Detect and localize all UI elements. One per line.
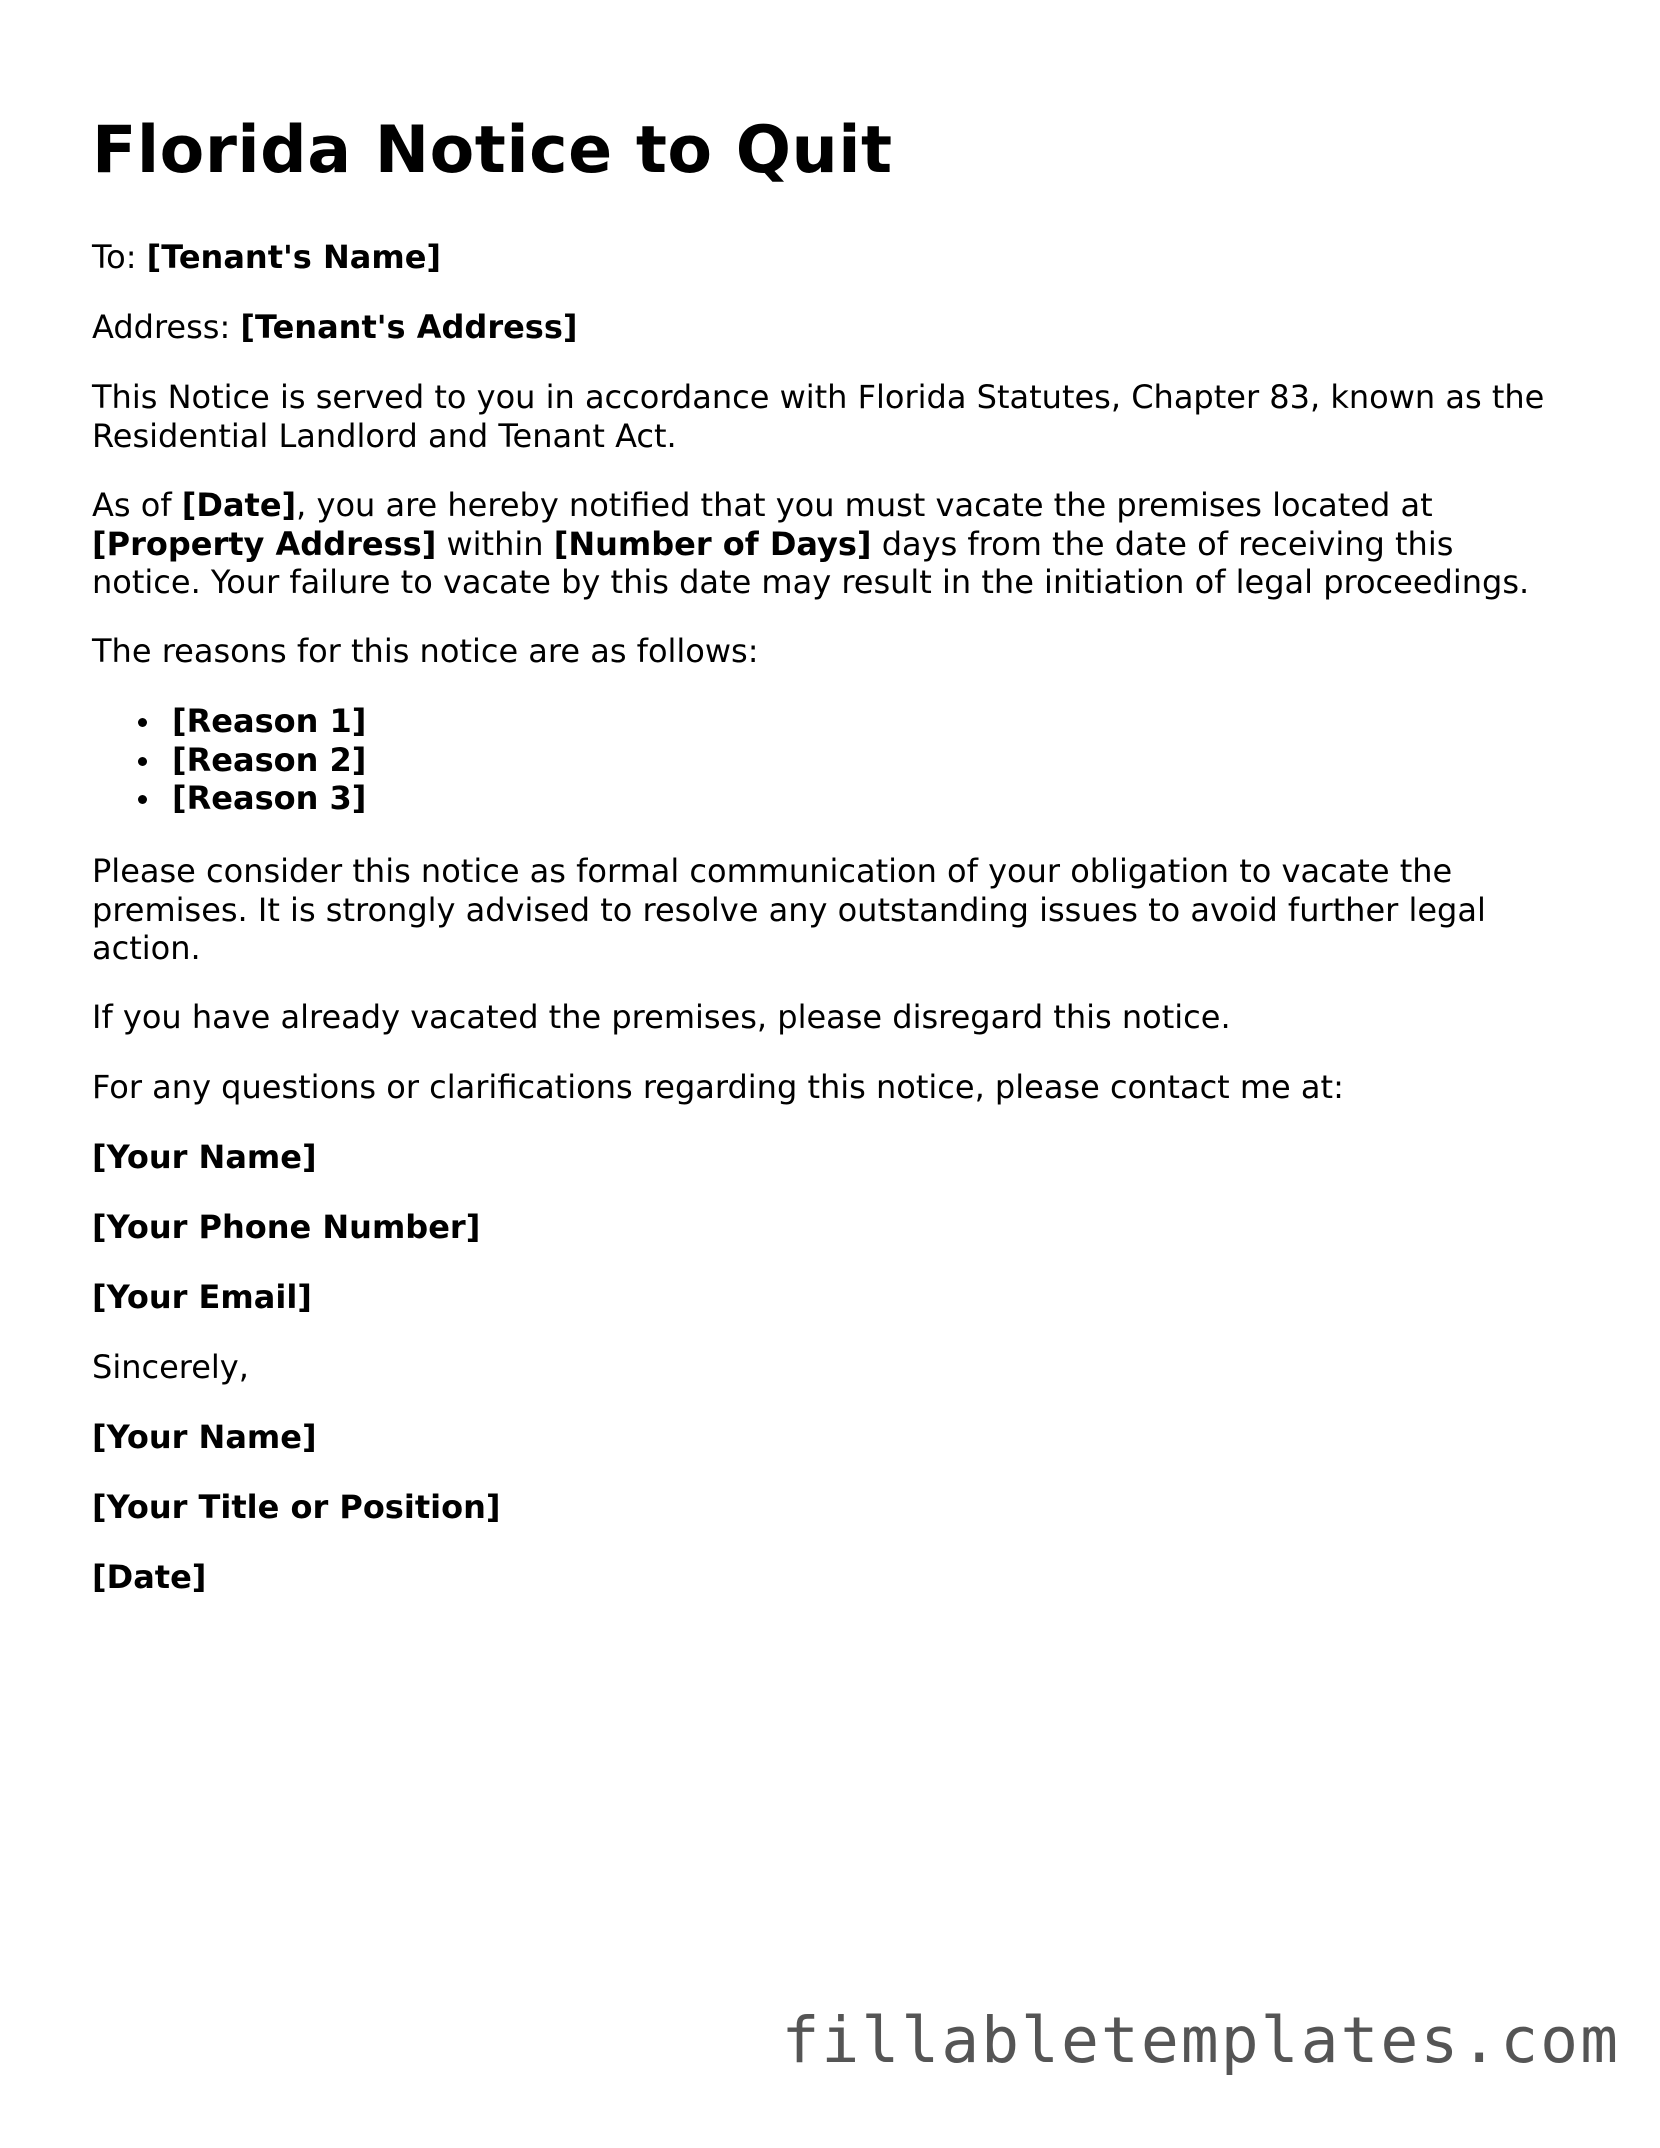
contact-name-line bbox=[92, 1138, 1572, 1177]
disregard-paragraph: If you have already vacated the premises, please disregard this notice. bbox=[92, 998, 1231, 1036]
contact-email-field: [Your Email] bbox=[92, 1278, 312, 1316]
number-of-days-field: [Number of Days] bbox=[553, 524, 872, 563]
contact-phone-line bbox=[92, 1208, 1572, 1247]
formal-communication-paragraph: Please consider this notice as formal communication of your obligation to vacate the premises. It is strongly advised to resolve any outstanding issues to avoid further legal action. bbox=[92, 852, 1486, 967]
tenant-name-field: [Tenant's Name] bbox=[146, 238, 442, 276]
contact-name-field: [Your Name] bbox=[92, 1138, 317, 1176]
address-label: Address: bbox=[92, 308, 241, 346]
to-label: To: bbox=[92, 238, 147, 276]
signature-date-line bbox=[92, 1558, 1572, 1597]
notice-date-field: [Date] bbox=[181, 486, 297, 524]
property-address-field: [Property Address] bbox=[92, 524, 437, 563]
notice-paragraph bbox=[92, 486, 1572, 602]
to-line bbox=[92, 238, 1572, 277]
document-title: Florida Notice to Quit bbox=[92, 113, 893, 188]
contact-phone-field: [Your Phone Number] bbox=[92, 1208, 481, 1246]
reason-item: [Reason 2] bbox=[92, 741, 366, 780]
contact-intro: For any questions or clarifications regarding this notice, please contact me at: bbox=[92, 1068, 1344, 1106]
contact-email-line bbox=[92, 1278, 1572, 1317]
signature-name-line bbox=[92, 1418, 1572, 1457]
notice-text-3: within bbox=[436, 524, 554, 563]
address-line bbox=[92, 308, 1572, 347]
signature-name-field: [Your Name] bbox=[92, 1418, 317, 1456]
closing-text: Sincerely, bbox=[92, 1348, 249, 1386]
tenant-address-field: [Tenant's Address] bbox=[240, 308, 578, 346]
notice-text-2: , you are hereby notified that you must vacate the premises located at bbox=[296, 486, 1433, 524]
reason-item: [Reason 3] bbox=[92, 779, 366, 818]
reasons-intro: The reasons for this notice are as follows: bbox=[92, 632, 759, 670]
statute-paragraph: This Notice is served to you in accordance with Florida Statutes, Chapter 83, known as the Residential Landlord and Tenant Act. bbox=[92, 378, 1545, 455]
reasons-list bbox=[92, 702, 366, 818]
signature-title-field: [Your Title or Position] bbox=[92, 1488, 501, 1526]
reason-item: [Reason 1] bbox=[92, 702, 366, 741]
notice-text-1: As of bbox=[92, 486, 182, 524]
notice-text-4: days from the date of receiving this notice. Your failure to vacate by this date may result in the initiation of legal proceedings. bbox=[92, 524, 1530, 601]
signature-title-line bbox=[92, 1488, 1572, 1527]
signature-date-field: [Date] bbox=[92, 1558, 207, 1596]
watermark: fillabletemplates.com bbox=[781, 2004, 1620, 2077]
